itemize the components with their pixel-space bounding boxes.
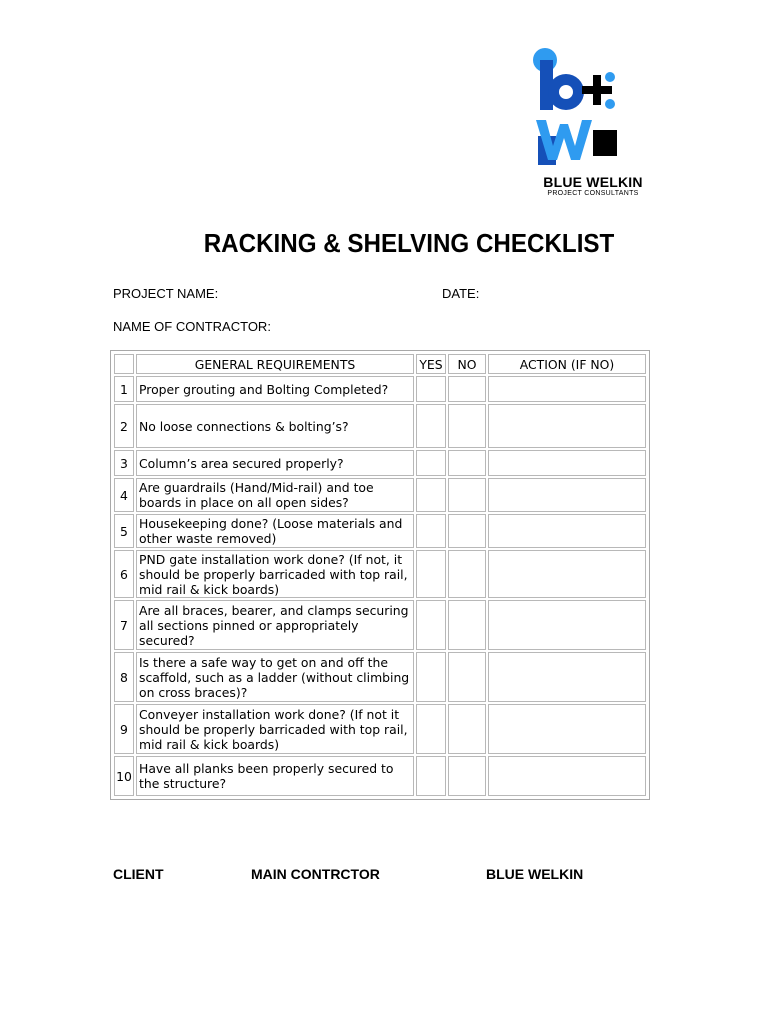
row-requirement: Housekeeping done? (Loose materials and other waste removed)	[136, 514, 414, 548]
row-yes-cell	[416, 600, 446, 650]
company-subtitle: PROJECT CONSULTANTS	[547, 190, 639, 197]
header-yes: YES	[416, 354, 446, 374]
contractor-label: NAME OF CONTRACTOR:	[113, 319, 271, 334]
row-requirement: Proper grouting and Bolting Completed?	[136, 376, 414, 402]
row-requirement: Are all braces, bearer, and clamps securing all sections pinned or appropriately secured?	[136, 600, 414, 650]
signature-blue-welkin: BLUE WELKIN	[486, 866, 584, 882]
row-yes-cell	[416, 550, 446, 598]
row-no-cell	[448, 404, 486, 448]
table-row	[114, 404, 646, 448]
row-action-cell	[488, 550, 646, 598]
row-requirement: No loose connections & bolting’s?	[136, 404, 414, 448]
header-num-cell	[114, 354, 134, 374]
row-action-cell	[488, 376, 646, 402]
row-requirement: PND gate installation work done? (If not, it should be properly barricaded with top rail, mid rail & kick boards)	[136, 550, 414, 598]
row-number: 9	[114, 704, 134, 754]
row-yes-cell	[416, 756, 446, 796]
row-no-cell	[448, 704, 486, 754]
table-header-row	[114, 354, 646, 374]
row-no-cell	[448, 652, 486, 702]
row-number: 3	[114, 450, 134, 476]
row-number: 10	[114, 756, 134, 796]
table-row	[114, 704, 646, 754]
row-number: 4	[114, 478, 134, 512]
row-no-cell	[448, 514, 486, 548]
row-requirement: Are guardrails (Hand/Mid-rail) and toe boards in place on all open sides?	[136, 478, 414, 512]
row-yes-cell	[416, 478, 446, 512]
row-no-cell	[448, 478, 486, 512]
header-requirements: GENERAL REQUIREMENTS	[136, 354, 414, 374]
row-requirement: Conveyer installation work done? (If not it should be properly barricaded with top rail, mid rail & kick boards)	[136, 704, 414, 754]
header-no: NO	[448, 354, 486, 374]
row-action-cell	[488, 600, 646, 650]
row-yes-cell	[416, 376, 446, 402]
project-name-label: PROJECT NAME:	[113, 286, 219, 301]
row-action-cell	[488, 478, 646, 512]
row-requirement: Is there a safe way to get on and off the scaffold, such as a ladder (without climbing on cross braces)?	[136, 652, 414, 702]
table-row	[114, 376, 646, 402]
row-no-cell	[448, 600, 486, 650]
row-yes-cell	[416, 704, 446, 754]
row-requirement: Column’s area secured properly?	[136, 450, 414, 476]
row-no-cell	[448, 376, 486, 402]
table-row	[114, 450, 646, 476]
table-row	[114, 652, 646, 702]
row-yes-cell	[416, 514, 446, 548]
row-action-cell	[488, 652, 646, 702]
row-action-cell	[488, 450, 646, 476]
signature-main-contractor: MAIN CONTRCTOR	[251, 866, 380, 882]
row-action-cell	[488, 404, 646, 448]
row-number: 5	[114, 514, 134, 548]
row-action-cell	[488, 514, 646, 548]
row-number: 2	[114, 404, 134, 448]
row-no-cell	[448, 450, 486, 476]
page-title: RACKING & SHELVING CHECKLIST	[203, 228, 615, 258]
table-row	[114, 756, 646, 796]
table-row	[114, 514, 646, 548]
row-number: 7	[114, 600, 134, 650]
signature-client: CLIENT	[113, 866, 164, 882]
row-number: 8	[114, 652, 134, 702]
row-yes-cell	[416, 404, 446, 448]
table-row	[114, 550, 646, 598]
row-action-cell	[488, 756, 646, 796]
header-action: ACTION (IF NO)	[488, 354, 646, 374]
row-yes-cell	[416, 652, 446, 702]
row-number: 6	[114, 550, 134, 598]
date-label: DATE:	[442, 286, 480, 301]
company-name: BLUE WELKIN	[543, 174, 643, 190]
row-yes-cell	[416, 450, 446, 476]
row-no-cell	[448, 550, 486, 598]
row-action-cell	[488, 704, 646, 754]
row-requirement: Have all planks been properly secured to the structure?	[136, 756, 414, 796]
table-row	[114, 600, 646, 650]
row-no-cell	[448, 756, 486, 796]
checklist-table	[110, 350, 650, 800]
row-number: 1	[114, 376, 134, 402]
table-row	[114, 478, 646, 512]
